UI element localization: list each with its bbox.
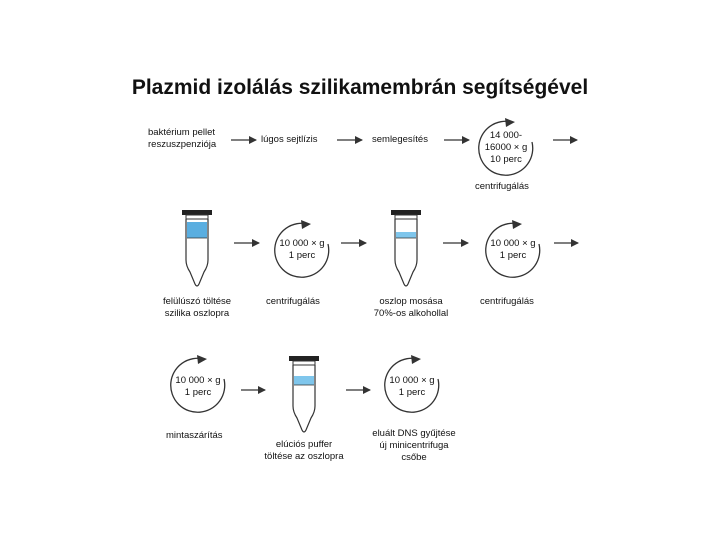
step-label-resuspension: baktérium pellet reszuszpenziója [148,127,217,150]
step-label-wash: oszlop mosása 70%-os alkohollal [373,296,449,319]
centrifuge-settings: 14 000- 16000 × g 10 perc [484,130,528,165]
spin-column-tube-icon [391,210,421,286]
page-title: Plazmid izolálás szilikamembrán segítségével [131,76,589,99]
step-label-drying: mintaszárítás [166,430,223,441]
centrifuge-settings: 10 000 × g 1 perc [490,238,536,261]
spin-column-tube-icon [289,356,319,432]
centrifuge-settings: 10 000 × g 1 perc [175,375,221,398]
centrifuge-settings: 10 000 × g 1 perc [389,375,435,398]
step-label-elution: elúciós puffer töltése az oszlopra [264,439,344,462]
centrifuge-settings: 10 000 × g 1 perc [279,238,325,261]
step-label-centrifugation: centrifugálás [480,296,534,307]
step-label-centrifugation: centrifugálás [475,181,529,192]
step-label-centrifugation: centrifugálás [266,296,320,307]
spin-column-tube-icon [182,210,212,286]
step-label-lysis: lúgos sejtlízis [261,134,318,145]
step-label-load-column: felülúszó töltése szilika oszlopra [162,296,232,319]
step-label-neutralization: semlegesítés [372,134,428,145]
step-label-collection: eluált DNS gyűjtése új minicentrifuga csőbe [372,428,456,463]
